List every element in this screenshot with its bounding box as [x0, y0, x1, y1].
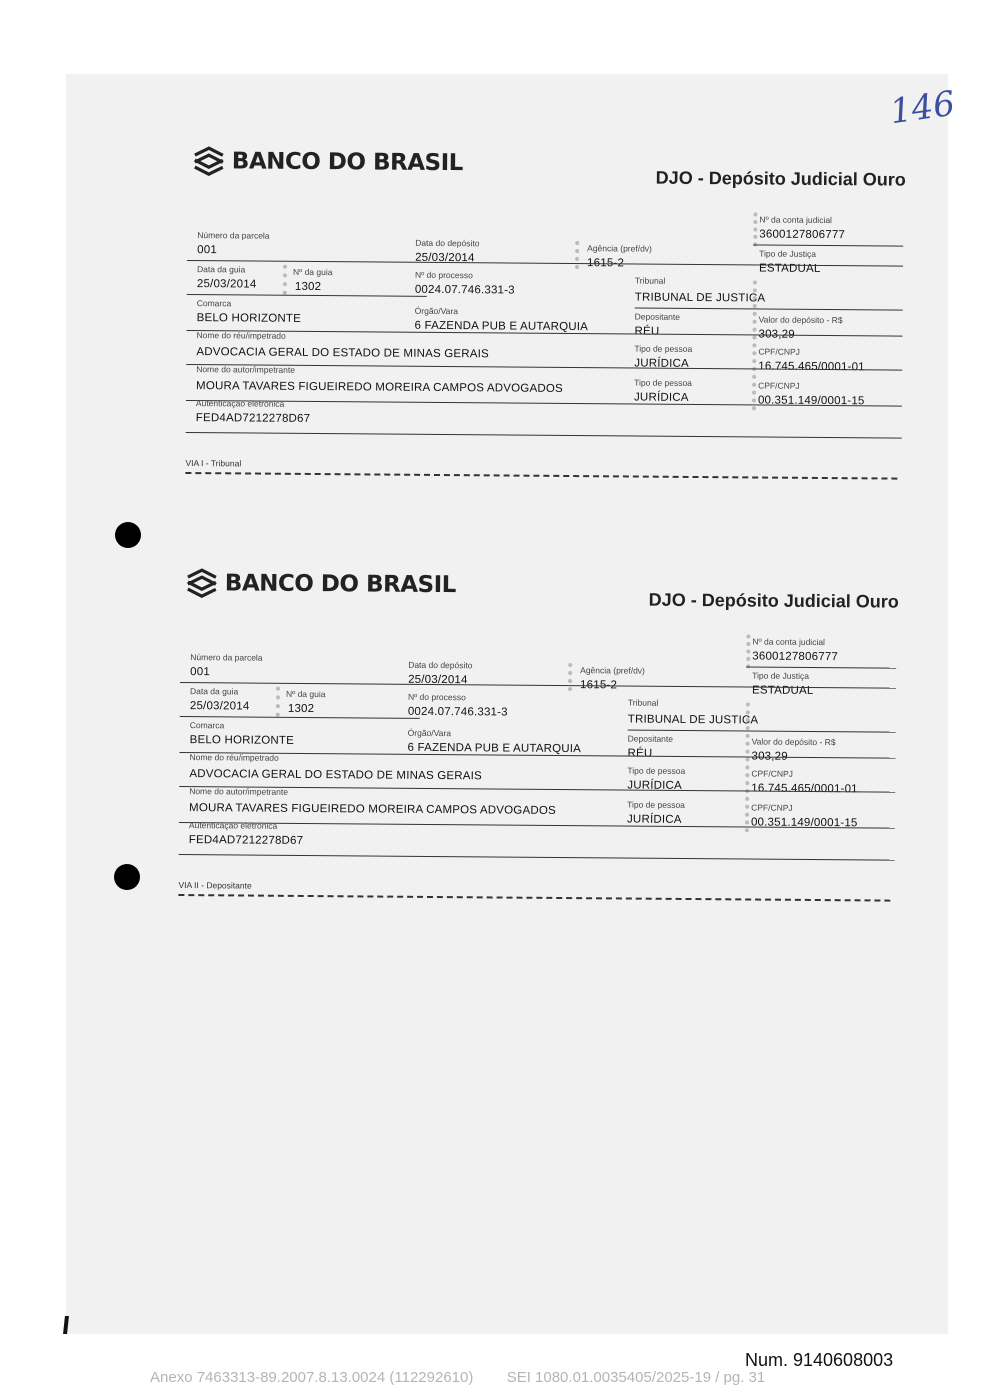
punch-hole — [115, 522, 141, 548]
defendant-person-type-label: Tipo de pessoa — [634, 343, 693, 354]
column-divider — [746, 634, 750, 668]
defendant-value: ADVOCACIA GERAL DO ESTADO DE MINAS GERAIS — [189, 768, 482, 783]
deposit-date-value: 25/03/2014 — [415, 251, 475, 265]
depositor-value: RÉU — [634, 325, 660, 338]
court-value: TRIBUNAL DE JUSTICA — [627, 713, 759, 727]
rule — [180, 716, 420, 719]
justice-type-label: Tipo de Justiça — [752, 670, 810, 681]
amount-label: Valor do depósito - R$ — [751, 736, 836, 748]
depositor-label: Depositante — [627, 733, 674, 744]
document-number: Num. 9140608003 — [745, 1350, 894, 1370]
deposit-slip — [185, 142, 908, 488]
amount-value: 303,29 — [758, 328, 795, 341]
rule — [753, 244, 903, 246]
defendant-cnpj-value: 16.745.465/0001-01 — [751, 782, 858, 796]
defendant-cnpj-label: CPF/CNPJ — [758, 346, 800, 357]
installment-label: Número da parcela — [190, 652, 263, 663]
guide-date-value: 25/03/2014 — [189, 700, 250, 713]
amount-value: 303,29 — [751, 750, 788, 763]
district-label: Comarca — [196, 298, 232, 309]
process-label: Nº do processo — [414, 269, 473, 281]
amount-label: Valor do depósito - R$ — [758, 314, 843, 326]
rule — [179, 854, 895, 861]
plaintiff-person-type-label: Tipo de pessoa — [627, 799, 685, 810]
guide-number-label: Nº da guia — [292, 266, 333, 278]
agency-value: 1615-2 — [587, 257, 625, 270]
column-divider — [283, 265, 287, 295]
plaintiff-label: Nome do autor/impetrante — [196, 364, 296, 375]
column-divider — [753, 212, 757, 246]
column-divider — [568, 663, 572, 691]
copy-label: VIA II - Depositante — [178, 879, 252, 891]
cut-line — [185, 472, 897, 480]
plaintiff-person-type-value: JURÍDICA — [626, 813, 682, 826]
guide-number-value: 1302 — [287, 702, 315, 716]
form-title: DJO - Depósito Judicial Ouro — [648, 589, 899, 612]
court-division-label: Órgão/Vara — [407, 727, 452, 739]
rule — [187, 294, 427, 297]
guide-date-label: Data da guia — [189, 686, 239, 697]
defendant-cnpj-label: CPF/CNPJ — [751, 768, 793, 779]
depositor-label: Depositante — [634, 311, 681, 322]
cut-line — [178, 894, 890, 902]
deposit-slip — [178, 564, 901, 910]
justice-type-value: ESTADUAL — [758, 262, 821, 275]
authentication-value: FED4AD7212278D67 — [195, 412, 311, 425]
authentication-label: Autenticação eletrônica — [188, 820, 278, 831]
plaintiff-person-type-label: Tipo de pessoa — [634, 377, 692, 388]
plaintiff-value: MOURA TAVARES FIGUEIREDO MOREIRA CAMPOS ADVOGADOS — [189, 802, 556, 817]
bank-logo — [192, 146, 463, 178]
guide-number-value: 1302 — [294, 280, 322, 294]
justice-type-value: ESTADUAL — [751, 684, 814, 697]
district-value: BELO HORIZONTE — [189, 734, 295, 747]
plaintiff-value: MOURA TAVARES FIGUEIREDO MOREIRA CAMPOS ADVOGADOS — [196, 380, 563, 395]
court-label: Tribunal — [627, 697, 659, 708]
installment-value: 001 — [190, 666, 210, 679]
agency-value: 1615-2 — [580, 679, 618, 692]
court-division-value: 6 FAZENDA PUB E AUTARQUIA — [414, 319, 589, 334]
handwritten-page-number: 146 — [887, 83, 958, 133]
deposit-date-value: 25/03/2014 — [408, 673, 468, 687]
court-value: TRIBUNAL DE JUSTICA — [634, 291, 766, 305]
form-title: DJO - Depósito Judicial Ouro — [655, 167, 906, 190]
guide-number-label: Nº da guia — [285, 688, 326, 700]
defendant-person-type-value: JURÍDICA — [634, 357, 689, 370]
process-value: 0024.07.746.331-3 — [407, 705, 508, 719]
account-value: 3600127806777 — [759, 228, 846, 242]
guide-date-label: Data da guia — [196, 264, 246, 275]
bank-name: BANCO DO BRASIL — [231, 148, 463, 177]
rule — [628, 730, 896, 733]
process-label: Nº do processo — [407, 691, 466, 703]
justice-type-label: Tipo de Justiça — [759, 248, 817, 259]
installment-value: 001 — [197, 244, 217, 257]
column-divider — [276, 687, 280, 717]
agency-label: Agência (pref/dv) — [587, 243, 652, 254]
banco-do-brasil-logo-icon — [185, 568, 219, 598]
plaintiff-label: Nome do autor/impetrante — [189, 786, 289, 797]
punch-hole — [114, 864, 140, 890]
rule — [746, 666, 896, 668]
court-label: Tribunal — [634, 275, 666, 286]
plaintiff-cnpj-label: CPF/CNPJ — [751, 802, 793, 813]
deposit-date-label: Data do depósito — [415, 237, 480, 249]
banco-do-brasil-logo-icon — [192, 146, 226, 176]
plaintiff-cnpj-label: CPF/CNPJ — [758, 380, 800, 391]
rule — [635, 308, 903, 311]
bank-name: BANCO DO BRASIL — [224, 570, 456, 599]
defendant-cnpj-value: 16.745.465/0001-01 — [758, 360, 865, 374]
process-value: 0024.07.746.331-3 — [414, 283, 515, 297]
column-divider — [575, 241, 579, 269]
court-division-value: 6 FAZENDA PUB E AUTARQUIA — [407, 741, 582, 756]
copy-label: VIA I - Tribunal — [185, 457, 242, 469]
defendant-label: Nome do réu/impetrado — [189, 752, 279, 763]
defendant-person-type-label: Tipo de pessoa — [627, 765, 686, 776]
footer-sei: SEI 1080.01.0035405/2025-19 / pg. 31 — [506, 1369, 766, 1386]
installment-label: Número da parcela — [197, 230, 270, 241]
account-label: Nº da conta judicial — [759, 214, 833, 226]
plaintiff-cnpj-value: 00.351.149/0001-15 — [750, 816, 858, 830]
authentication-label: Autenticação eletrônica — [195, 398, 285, 409]
district-label: Comarca — [189, 720, 225, 731]
defendant-person-type-value: JURÍDICA — [627, 779, 682, 792]
district-value: BELO HORIZONTE — [196, 312, 302, 325]
account-label: Nº da conta judicial — [752, 636, 826, 648]
footer-reference — [150, 1369, 765, 1386]
agency-label: Agência (pref/dv) — [580, 665, 645, 676]
court-division-label: Órgão/Vara — [414, 305, 459, 317]
account-value: 3600127806777 — [752, 650, 839, 664]
plaintiff-cnpj-value: 00.351.149/0001-15 — [757, 394, 865, 408]
footer-annex: Anexo 7463313-89.2007.8.13.0024 (112292610) — [150, 1369, 474, 1386]
rule — [186, 432, 902, 439]
authentication-value: FED4AD7212278D67 — [188, 834, 304, 847]
guide-date-value: 25/03/2014 — [196, 278, 257, 291]
depositor-value: RÉU — [627, 747, 653, 760]
defendant-value: ADVOCACIA GERAL DO ESTADO DE MINAS GERAIS — [196, 346, 489, 361]
defendant-label: Nome do réu/impetrado — [196, 330, 286, 341]
deposit-date-label: Data do depósito — [408, 659, 473, 671]
plaintiff-person-type-value: JURÍDICA — [633, 391, 689, 404]
bank-logo — [185, 568, 456, 600]
